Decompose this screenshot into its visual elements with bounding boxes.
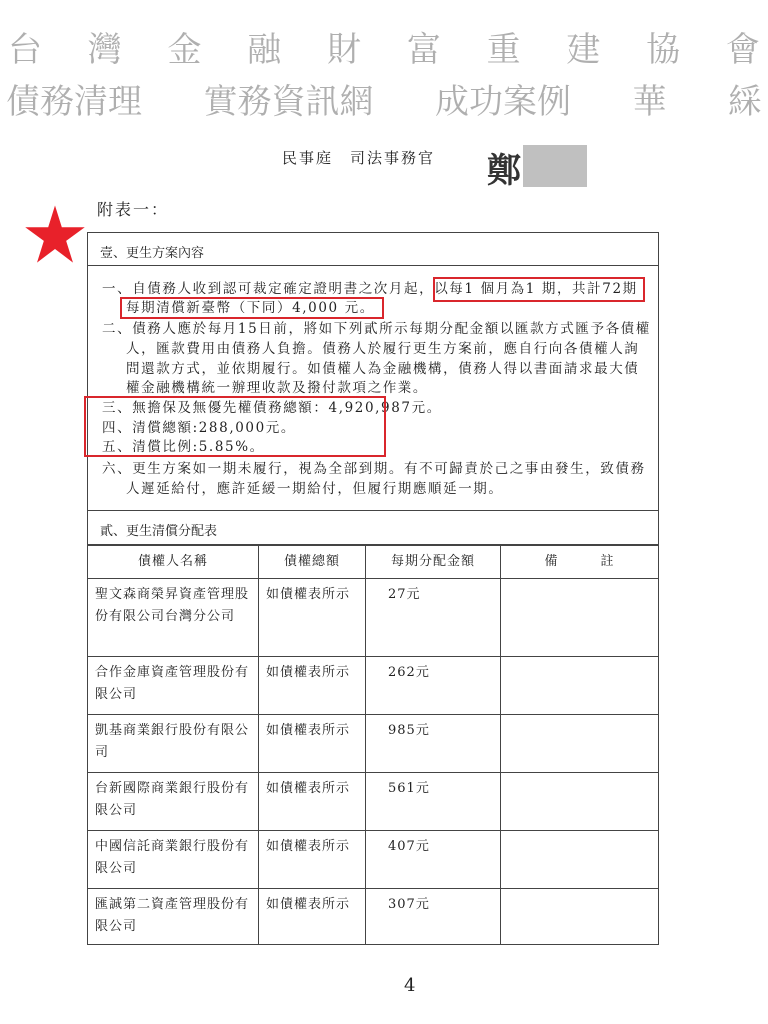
redacted-name-block <box>523 145 587 187</box>
section1-title: 壹、更生方案內容 <box>100 246 205 261</box>
creditor-name: 合作金庫資產管理股份有限公司 <box>88 657 259 715</box>
note <box>501 831 659 889</box>
court-officer-header: 民事庭 司法事務官 <box>282 149 436 167</box>
divider <box>87 510 659 511</box>
item-1-line-2: 每期清償新臺幣（下同）4,000 元。 <box>126 300 375 316</box>
item-2-line-2: 人，匯款費用由債務人負擔。債務人於履行更生方案前，應自行向各債權人詢 <box>126 341 640 357</box>
table-row <box>88 831 659 889</box>
watermark-text: 華 <box>632 82 667 122</box>
claim-total: 如債權表所示 <box>259 889 366 945</box>
watermark-char: 金 <box>167 30 202 70</box>
watermark-char: 重 <box>486 30 521 70</box>
note <box>501 579 659 657</box>
table-header-row <box>88 546 659 579</box>
table-row <box>88 773 659 831</box>
watermark-char: 協 <box>646 30 681 70</box>
page-number: 4 <box>404 975 416 996</box>
watermark-text: 綵 <box>728 82 762 122</box>
note <box>501 657 659 715</box>
per-period-amount: 307元 <box>366 889 501 945</box>
col-header-total: 債權總額 <box>259 546 366 579</box>
per-period-amount: 27元 <box>366 579 501 657</box>
claim-total: 如債權表所示 <box>259 579 366 657</box>
watermark-text: 成功案例 <box>435 82 571 122</box>
per-period-amount: 407元 <box>366 831 501 889</box>
section2-title: 貳、更生清償分配表 <box>100 524 218 539</box>
note <box>501 773 659 831</box>
annex-title: 附表一： <box>97 200 170 219</box>
allocation-table <box>87 545 659 945</box>
watermark-char: 台 <box>8 30 42 70</box>
per-period-amount: 561元 <box>366 773 501 831</box>
claim-total: 如債權表所示 <box>259 831 366 889</box>
red-star-icon <box>24 205 86 265</box>
watermark-text: 債務清理 <box>6 82 142 122</box>
per-period-amount: 985元 <box>366 715 501 773</box>
watermark-char: 會 <box>725 30 760 70</box>
claim-total: 如債權表所示 <box>259 715 366 773</box>
claim-total: 如債權表所示 <box>259 657 366 715</box>
watermark-char: 建 <box>566 30 601 70</box>
watermark-char: 融 <box>247 30 282 70</box>
table-row <box>88 579 659 657</box>
watermark-char: 財 <box>327 30 362 70</box>
item-2-line-3: 問還款方式，並依期履行。如債權人為金融機構，債務人得以書面請求最大債 <box>126 361 640 377</box>
officer-signature: 鄭 <box>487 151 521 191</box>
item-4-line: 四、清償總額:288,000元。 <box>102 420 296 436</box>
watermark-char: 灣 <box>87 30 122 70</box>
item-1-line-1: 一、自債務人收到認可裁定確定證明書之次月起，以每1 個月為1 期，共計72期 <box>102 281 638 297</box>
item-2-line-1: 二、債務人應於每月15日前，將如下列貳所示每期分配金額以匯款方式匯予各債權 <box>102 321 651 337</box>
table-row <box>88 715 659 773</box>
item-6-line-2: 人遲延給付，應許延緩一期給付，但履行期應順延一期。 <box>126 481 504 497</box>
item-2-line-4: 權金融機構統一辦理收款及撥付款項之作業。 <box>126 380 428 396</box>
table-row <box>88 657 659 715</box>
creditor-name: 匯誠第二資產管理股份有限公司 <box>88 889 259 945</box>
note <box>501 889 659 945</box>
watermark-text: 實務資訊網 <box>203 82 374 122</box>
watermark-row-2 <box>0 82 768 122</box>
highlight-box-period <box>433 277 645 302</box>
highlight-box-payment <box>120 297 384 319</box>
divider <box>87 265 659 266</box>
col-header-note: 備 註 <box>501 546 659 579</box>
table-row <box>88 889 659 945</box>
item-6-line-1: 六、更生方案如一期未履行，視為全部到期。有不可歸責於己之事由發生，致債務 <box>102 461 646 477</box>
col-header-per-period: 每期分配金額 <box>366 546 501 579</box>
creditor-name: 凱基商業銀行股份有限公司 <box>88 715 259 773</box>
highlight-box-totals <box>84 396 386 457</box>
claim-total: 如債權表所示 <box>259 773 366 831</box>
watermark-row-1 <box>0 30 768 70</box>
creditor-name: 中國信託商業銀行股份有限公司 <box>88 831 259 889</box>
per-period-amount: 262元 <box>366 657 501 715</box>
creditor-name: 台新國際商業銀行股份有限公司 <box>88 773 259 831</box>
creditor-name: 聖文森商榮昇資產管理股份有限公司台灣分公司 <box>88 579 259 657</box>
note <box>501 715 659 773</box>
watermark-char: 富 <box>406 30 441 70</box>
col-header-creditor: 債權人名稱 <box>88 546 259 579</box>
item-3-line: 三、無擔保及無優先權債務總額：4,920,987元。 <box>102 400 442 416</box>
item-5-line: 五、清償比例:5.85%。 <box>102 439 265 455</box>
